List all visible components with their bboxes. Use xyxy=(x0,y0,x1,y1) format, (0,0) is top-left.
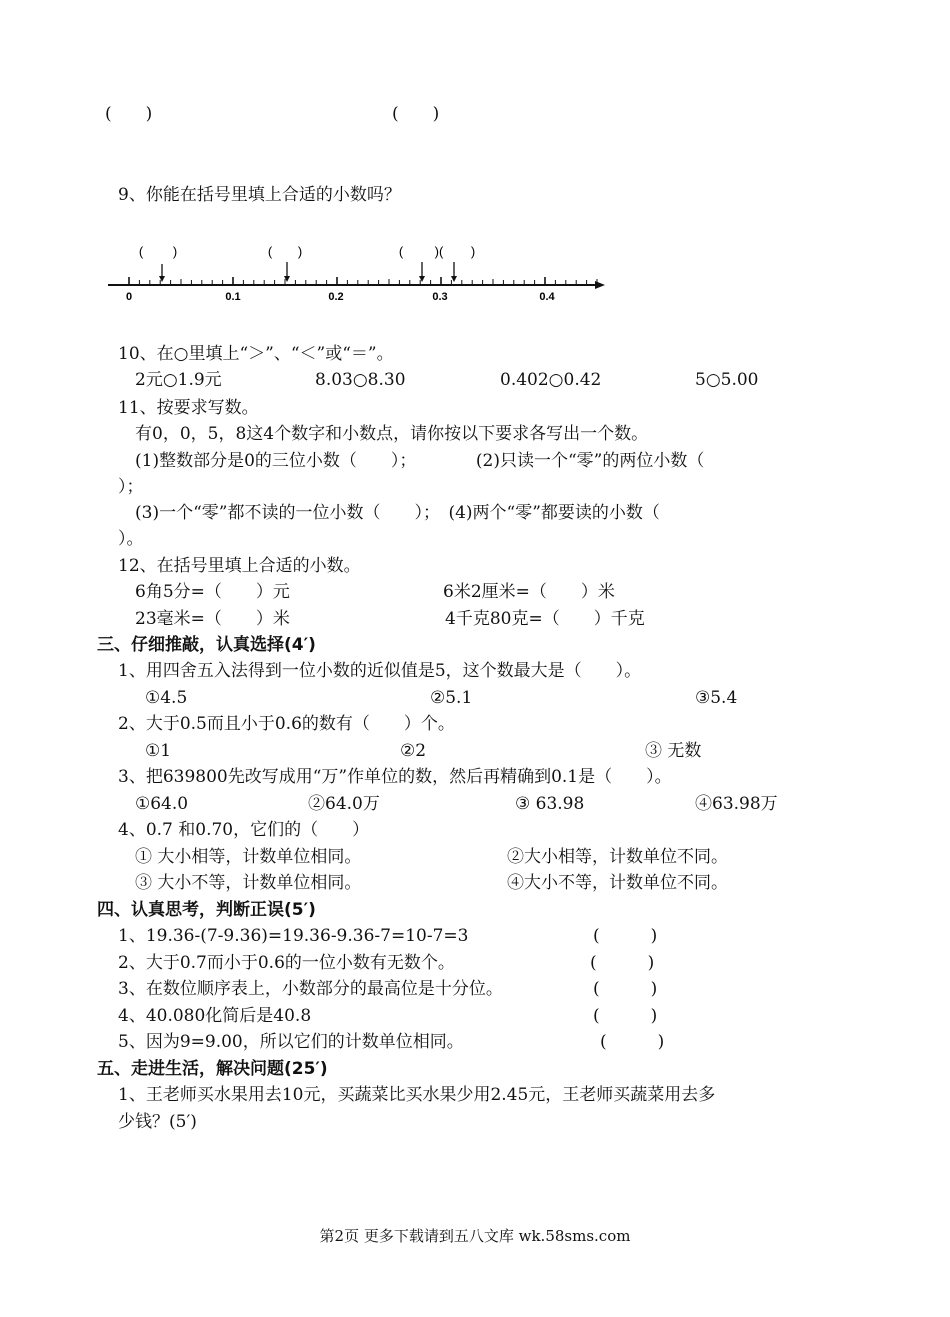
q11-line1: (1)整数部分是0的三位小数（ ）； (2)只读一个“零”的两位小数（ xyxy=(135,451,705,471)
number-line-ticks xyxy=(129,277,597,285)
sec3-q2-opt2: ②2 xyxy=(400,741,427,761)
sec4-bracket-3: ( ) xyxy=(593,979,658,999)
sec3-q2-text: 2、大于0.5而且小于0.6的数有（ ）个。 xyxy=(118,714,455,734)
q11-line2-cont: ）。 xyxy=(118,529,144,549)
top-bracket-right: ( ) xyxy=(392,104,440,124)
q10-title: 10、在○里填上“＞”、“＜”或“＝”。 xyxy=(118,344,394,364)
q11-line1-cont: ）； xyxy=(118,477,144,497)
q12-item-1: 6角5分=（ ）元 xyxy=(135,582,290,602)
q12-title: 12、在括号里填上合适的小数。 xyxy=(118,556,361,576)
sec4-bracket-1: ( ) xyxy=(593,926,658,946)
sec3-q3-text: 3、把639800先改写成用“万”作单位的数，然后再精确到0.1是（ ）。 xyxy=(118,767,672,787)
sec4-item-1: 1、19.36-(7-9.36)=19.36-9.36-7=10-7=3 xyxy=(118,926,469,946)
sec3-q4-opt4: ④大小不等，计数单位不同。 xyxy=(507,873,728,893)
sec4-bracket-5: ( ) xyxy=(600,1032,665,1052)
q10-item-1: 2元○1.9元 xyxy=(135,370,222,390)
sec4-item-4: 4、40.080化简后是40.8 xyxy=(118,1006,312,1026)
sec3-q3-opt4: ④63.98万 xyxy=(695,794,778,814)
q12-item-4: 4千克80克=（ ）千克 xyxy=(445,609,645,629)
q9-title: 9、你能在括号里填上合适的小数吗？ xyxy=(118,185,401,205)
sec4-item-2: 2、大于0.7而小于0.6的一位小数有无数个。 xyxy=(118,953,455,973)
page-footer: 第2页 更多下载请到五八文库 wk.58sms.com xyxy=(319,1227,631,1245)
sec3-q3-opt1: ①64.0 xyxy=(135,794,189,814)
sec3-q2-opt1: ①1 xyxy=(145,741,172,761)
tick-label-0.3: 0.3 xyxy=(432,291,448,303)
q11-intro: 有0，0，5，8这4个数字和小数点，请你按以下要求各写出一个数。 xyxy=(135,424,649,444)
tick-label-0.4: 0.4 xyxy=(539,291,555,303)
number-line-arrowhead xyxy=(595,281,605,289)
arrow-3 xyxy=(419,262,425,282)
q12-item-2: 6米2厘米=（ ）米 xyxy=(443,582,615,602)
tick-label-0: 0 xyxy=(125,291,133,303)
sec4-bracket-2: ( ) xyxy=(590,953,655,973)
q10-item-4: 5○5.00 xyxy=(695,370,759,390)
bracket-label-2a: ( xyxy=(267,244,273,259)
sec3-q1-opt2: ②5.1 xyxy=(430,688,473,708)
sec3-q4-opt1: ① 大小相等，计数单位相同。 xyxy=(135,847,362,867)
arrow-4 xyxy=(451,262,457,282)
q11-title: 11、按要求写数。 xyxy=(118,398,259,418)
bracket-label-1a: ( xyxy=(138,244,144,259)
sec3-q4-opt2: ②大小相等，计数单位不同。 xyxy=(507,847,728,867)
tick-label-0.1: 0.1 xyxy=(225,291,241,303)
sec4-title: 四、认真思考，判断正误(5′) xyxy=(97,900,316,920)
sec3-q1-opt3: ③5.4 xyxy=(695,688,738,708)
sec4-bracket-4: ( ) xyxy=(593,1006,658,1026)
sec5-q1-line2: 少钱？(5′) xyxy=(118,1112,197,1132)
number-line-figure xyxy=(95,238,615,306)
sec3-q3-opt2: ②64.0万 xyxy=(308,794,380,814)
q11-line2: (3)一个“零”都不读的一位小数（ ）； (4)两个“零”都要读的小数（ xyxy=(135,503,660,523)
sec5-q1-line1: 1、王老师买水果用去10元，买蔬菜比买水果少用2.45元，王老师买蔬菜用去多 xyxy=(118,1085,716,1105)
bracket-label-3a: ( xyxy=(398,244,404,259)
top-bracket-left: ( ) xyxy=(105,104,153,124)
bracket-label-2b: ) xyxy=(297,244,303,259)
sec3-q3-opt3: ③ 63.98 xyxy=(515,794,585,814)
q10-item-3: 0.402○0.42 xyxy=(500,370,602,390)
bracket-label-3c: ) xyxy=(470,244,476,259)
sec5-title: 五、走进生活，解决问题(25′) xyxy=(97,1059,328,1079)
bracket-label-1b: ) xyxy=(172,244,178,259)
q12-item-3: 23毫米=（ ）米 xyxy=(135,609,290,629)
sec3-q4-opt3: ③ 大小不等，计数单位相同。 xyxy=(135,873,362,893)
tick-label-0.2: 0.2 xyxy=(328,291,344,303)
bracket-label-3b: )( xyxy=(434,244,444,259)
sec3-title: 三、仔细推敲，认真选择(4′) xyxy=(97,635,316,655)
q10-item-2: 8.03○8.30 xyxy=(315,370,406,390)
sec4-item-5: 5、因为9=9.00，所以它们的计数单位相同。 xyxy=(118,1032,464,1052)
sec3-q1-text: 1、用四舍五入法得到一位小数的近似值是5，这个数最大是（ ）。 xyxy=(118,661,642,681)
sec3-q2-opt3: ③ 无数 xyxy=(645,741,702,761)
sec4-item-3: 3、在数位顺序表上，小数部分的最高位是十分位。 xyxy=(118,979,503,999)
arrow-1 xyxy=(159,264,165,282)
sec3-q1-opt1: ①4.5 xyxy=(145,688,188,708)
sec3-q4-text: 4、0.7 和0.70，它们的（ ） xyxy=(118,820,370,840)
